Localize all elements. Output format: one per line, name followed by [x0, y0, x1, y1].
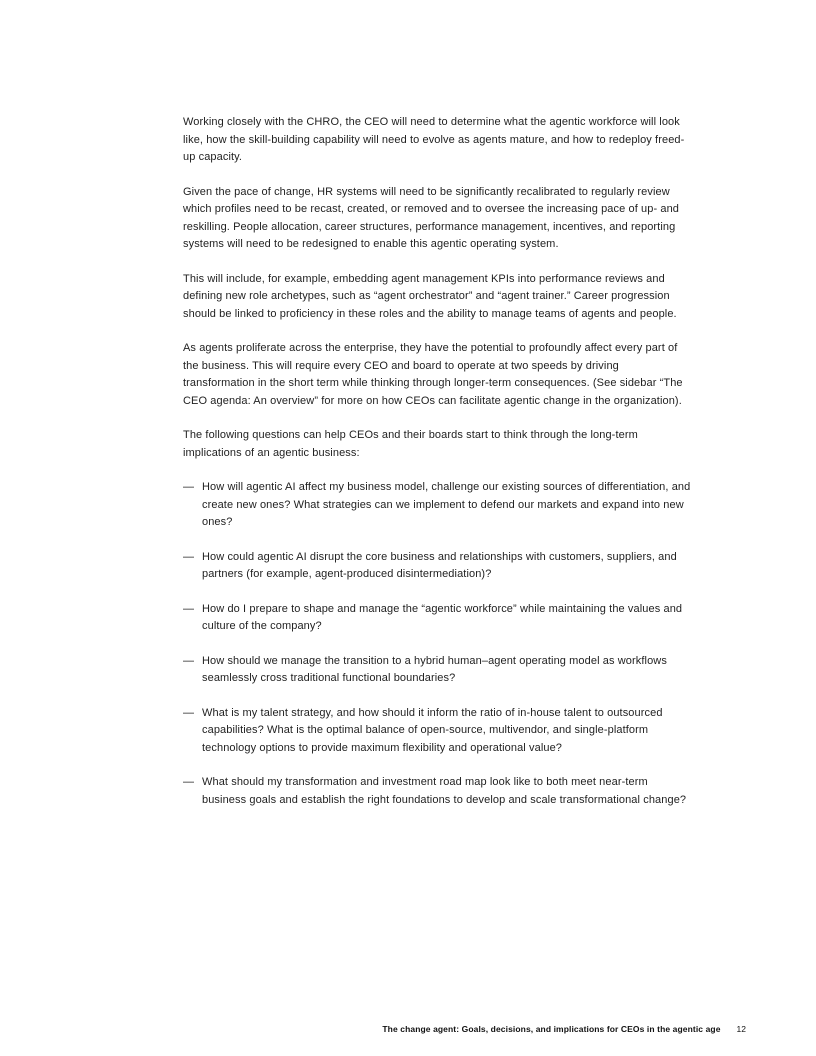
bullet-dash: —	[183, 550, 195, 563]
paragraph: Working closely with the CHRO, the CEO will need to determine what the agentic workforce will look like, how the skill-building capability will need to evolve as agents mature, and how to redeploy freed-up capacity.	[183, 116, 685, 163]
list-item	[183, 601, 693, 636]
list-item	[183, 479, 693, 532]
list-item-text: What should my transformation and investment road map look like to both meet near-term business goals and establish the right foundations to develop and scale transformational change?	[202, 776, 687, 806]
question-list	[183, 479, 693, 809]
list-item	[183, 705, 693, 758]
bullet-dash: —	[183, 706, 195, 719]
main-content	[183, 114, 693, 826]
bullet-dash: —	[183, 602, 195, 615]
paragraph: Given the pace of change, HR systems will need to be significantly recalibrated to regularly review which profiles need to be recast, created, or removed and to oversee the increasing pace of up- and reskilling. People allocation, career structures, performance management, incentives, and reporting systems will need to be redesigned to enable this agentic operating system.	[183, 185, 680, 250]
list-item	[183, 774, 693, 809]
bullet-dash: —	[183, 654, 195, 667]
bullet-dash: —	[183, 481, 195, 493]
list-item	[183, 549, 693, 584]
list-item-text: What is my talent strategy, and how should it inform the ratio of in-house talent to outsourced capabilities? What is the optimal balance of open-source, multivendor, and single-platform technology options to provide maximum flexibility and operational value?	[202, 706, 663, 754]
list-item-text: How should we manage the transition to a hybrid human–agent operating model as workflows seamlessly cross traditional functional boundaries?	[202, 654, 667, 684]
list-item	[183, 653, 693, 688]
paragraph: As agents proliferate across the enterprise, they have the potential to profoundly affect every part of the business. This will require every CEO and board to operate at two speeds by driving transformation in the short term while thinking through longer-term consequences. (See sidebar “The CEO agenda: An overview” for more on how CEOs can facilitate agentic change in the organization).	[183, 342, 683, 407]
paragraph: This will include, for example, embedding agent management KPIs into performance reviews and defining new role archetypes, such as “agent orchestrator” and “agent trainer.” Career progression should be linked to proficiency in these roles and the ability to manage teams of agents and people.	[183, 272, 677, 320]
bullet-dash: —	[183, 776, 195, 788]
list-item-text: How will agentic AI affect my business model, challenge our existing sources of differentiation, and create new ones? What strategies can we implement to defend our markets and expand into new ones?	[202, 481, 691, 528]
footer-document-title: The change agent: Goals, decisions, and implications for CEOs in the agentic age	[382, 1024, 721, 1034]
paragraph: The following questions can help CEOs and their boards start to think through the long-term implications of an agentic business:	[183, 429, 638, 459]
page-footer	[382, 1024, 746, 1034]
list-item-text: How do I prepare to shape and manage the “agentic workforce” while maintaining the values and culture of the company?	[202, 602, 683, 632]
list-item-text: How could agentic AI disrupt the core business and relationships with customers, suppliers, and partners (for example, agent-produced disintermediation)?	[202, 550, 677, 580]
footer-page-number: 12	[736, 1024, 746, 1034]
